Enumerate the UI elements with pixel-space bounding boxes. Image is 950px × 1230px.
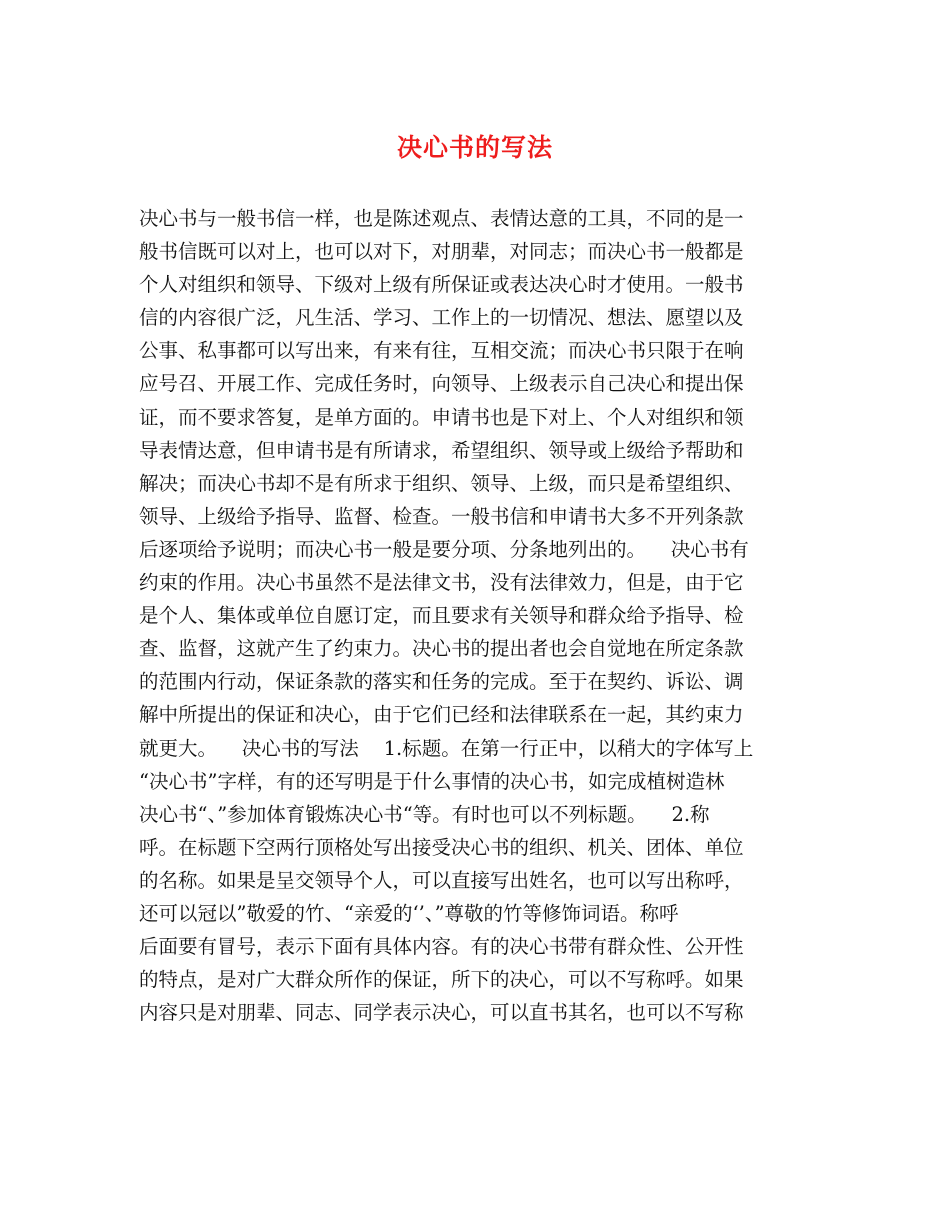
document-title: 决心书的写法 xyxy=(396,133,553,162)
body-line: 应号召、开展工作、完成任务时，向领导、上级表示自己决心和提出保 xyxy=(139,372,744,396)
body-line: 的名称。如果是呈交领导个人，可以直接写出姓名，也可以写出称呼， xyxy=(139,868,744,892)
body-line: “决心书”字样，有的还写明是于什么事情的决心书，如完成植树造林 xyxy=(139,769,725,793)
body-line: 是个人、集体或单位自愿订定，而且要求有关领导和群众给予指导、检 xyxy=(139,604,744,628)
body-line: 内容只是对朋辈、同志、同学表示决心，可以直书其名，也可以不写称 xyxy=(139,1001,744,1025)
body-line: 后逐项给予说明；而决心书一般是要分项、分条地列出的。 决心书有 xyxy=(139,537,749,561)
body-line: 还可以冠以”敬爱的竹、“亲爱的‘’、”尊敬的竹等修饰词语。称呼 xyxy=(139,901,679,925)
body-line: 导表情达意，但申请书是有所请求，希望组织、领导或上级给予帮助和 xyxy=(139,438,744,462)
body-line: 呼。在标题下空两行顶格处写出接受决心书的组织、机关、团体、单位 xyxy=(139,835,744,859)
body-line: 信的内容很广泛，凡生活、学习、工作上的一切情况、想法、愿望以及 xyxy=(139,306,744,330)
body-line: 的范围内行动，保证条款的落实和任务的完成。至于在契约、诉讼、调 xyxy=(139,670,744,694)
document-body xyxy=(139,202,819,1029)
body-line: 解中所提出的保证和决心，由于它们已经和法律联系在一起，其约束力 xyxy=(139,703,744,727)
body-line: 证，而不要求答复，是单方面的。申请书也是下对上、个人对组织和领 xyxy=(139,405,744,429)
body-line: 公事、私事都可以写出来，有来有往，互相交流；而决心书只限于在响 xyxy=(139,339,744,363)
body-line: 后面要有冒号，表示下面有具体内容。有的决心书带有群众性、公开性 xyxy=(139,935,744,959)
body-line: 查、监督，这就产生了约束力。决心书的提出者也会自觉地在所定条款 xyxy=(139,637,744,661)
body-line: 般书信既可以对上，也可以对下，对朋辈，对同志；而决心书一般都是 xyxy=(139,240,744,264)
body-line: 领导、上级给予指导、监督、检查。一般书信和申请书大多不开列条款 xyxy=(139,504,744,528)
body-line: 的特点，是对广大群众所作的保证，所下的决心，可以不写称呼。如果 xyxy=(139,968,744,992)
body-line: 约束的作用。决心书虽然不是法律文书，没有法律效力，但是，由于它 xyxy=(139,571,744,595)
body-line: 决心书“、”参加体育锻炼决心书“等。有时也可以不列标题。 2.称 xyxy=(139,802,710,826)
body-line: 就更大。 决心书的写法 1.标题。在第一行正中，以稍大的字体写上 xyxy=(139,736,754,760)
body-line: 解决；而决心书却不是有所求于组织、领导、上级，而只是希望组织、 xyxy=(139,471,744,495)
body-line: 决心书与一般书信一样，也是陈述观点、表情达意的工具，不同的是一 xyxy=(139,207,744,230)
body-line: 个人对组织和领导、下级对上级有所保证或表达决心时才使用。一般书 xyxy=(139,273,744,297)
